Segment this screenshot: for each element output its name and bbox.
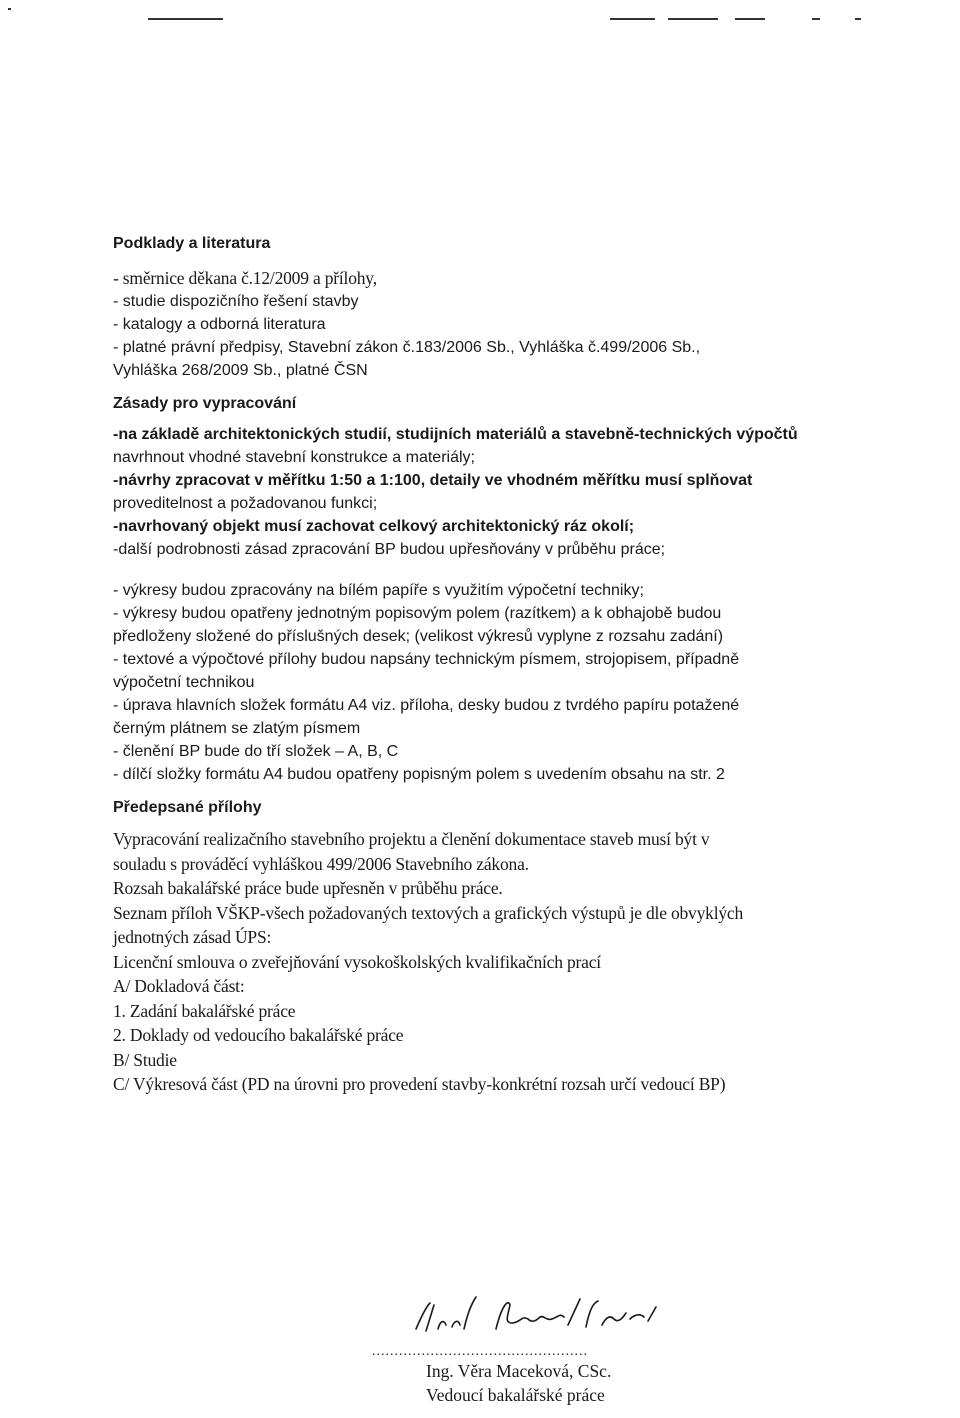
text-line: Seznam příloh VŠKP-všech požadovaných textových a grafických výstupů je dle obvyklých [113,902,744,923]
text-line: -na základě architektonických studií, studijních materiálů a stavebně-technických výpočtů [113,426,798,443]
text-line: 2. Doklady od vedoucího bakalářské práce [113,1025,404,1045]
document-body [113,232,923,1097]
scan-artifact [735,18,765,20]
text-line: - katalogy a odborná literatura [113,316,326,333]
text-line: Vyhláška 268/2009 Sb., platné ČSN [113,362,368,379]
text-line: jednotných zásad ÚPS: [113,927,272,947]
spacer [113,561,923,579]
scan-artifact [8,8,11,10]
text-line: - výkresy budou opatřeny jednotným popisovým polem (razítkem) a k obhajobě budou [113,605,722,622]
text-line: Vypracování realizačního stavebního projektu a členění dokumentace staveb musí být v [113,829,710,849]
scan-artifact [148,18,223,20]
handwritten-signature [404,1285,704,1345]
signature-line: ................................................ [372,1344,588,1359]
signatory-name: Ing. Věra Maceková, CSc. [426,1361,612,1381]
section-heading: Předepsané přílohy [113,799,262,816]
text-line: navrhnout vhodné stavební konstrukce a materiály; [113,449,475,466]
text-line: Licenční smlouva o zveřejňování vysokoškolských kvalifikačních prací [113,951,601,972]
text-line: proveditelnost a požadovanou funkci; [113,495,378,512]
text-line: - členění BP bude do tří složek – A, B, C [113,743,399,760]
scan-artifact [855,18,861,20]
text-line: -návrhy zpracovat v měřítku 1:50 a 1:100, detaily ve vhodném měřítku musí splňovat [113,472,753,489]
scan-artifact [610,18,655,20]
text-line: -další podrobnosti zásad zpracování BP budou upřesňovány v průběhu práce; [113,541,666,558]
section-heading: Zásady pro vypracování [113,395,297,412]
scan-artifact [668,18,718,20]
text-line: předloženy složené do příslušných desek; (velikost výkresů vyplyne z rozsahu zadání) [113,628,724,645]
text-line: 1. Zadání bakalářské práce [113,1000,296,1021]
text-line: - výkresy budou zpracovány na bílém papíře s využitím výpočetní techniky; [113,582,644,599]
signature-block [372,1285,704,1407]
text-line: B/ Studie [113,1049,177,1070]
text-line: - textové a výpočtové přílohy budou napsány technickým písmem, strojopisem, případně [113,651,740,668]
scan-artifact [812,18,820,20]
text-line: souladu s prováděcí vyhláškou 499/2006 Stavebního zákona. [113,853,529,874]
text-line: - platné právní předpisy, Stavební zákon č.183/2006 Sb., Vyhláška č.499/2006 Sb., [113,339,701,356]
text-line: - dílčí složky formátu A4 budou opatřeny popisným polem s uvedením obsahu na str. 2 [113,766,725,783]
text-line: A/ Dokladová část: [113,976,245,996]
text-line: Rozsah bakalářské práce bude upřesněn v průběhu práce. [113,878,503,898]
text-line: C/ Výkresová část (PD na úrovni pro provedení stavby-konkrétní rozsah určí vedoucí BP) [113,1074,726,1094]
text-line: - studie dispozičního řešení stavby [113,293,359,310]
signatory-role: Vedoucí bakalářské práce [426,1385,605,1405]
text-line: - úprava hlavních složek formátu A4 viz. příloha, desky budou z tvrdého papíru potažené [113,697,740,714]
text-line: - směrnice děkana č.12/2009 a přílohy, [113,268,377,288]
text-line: výpočetní technikou [113,674,255,691]
text-line: -navrhovaný objekt musí zachovat celkový architektonický ráz okolí; [113,518,635,535]
section-heading: Podklady a literatura [113,235,271,252]
text-line: černým plátnem se zlatým písmem [113,720,361,737]
